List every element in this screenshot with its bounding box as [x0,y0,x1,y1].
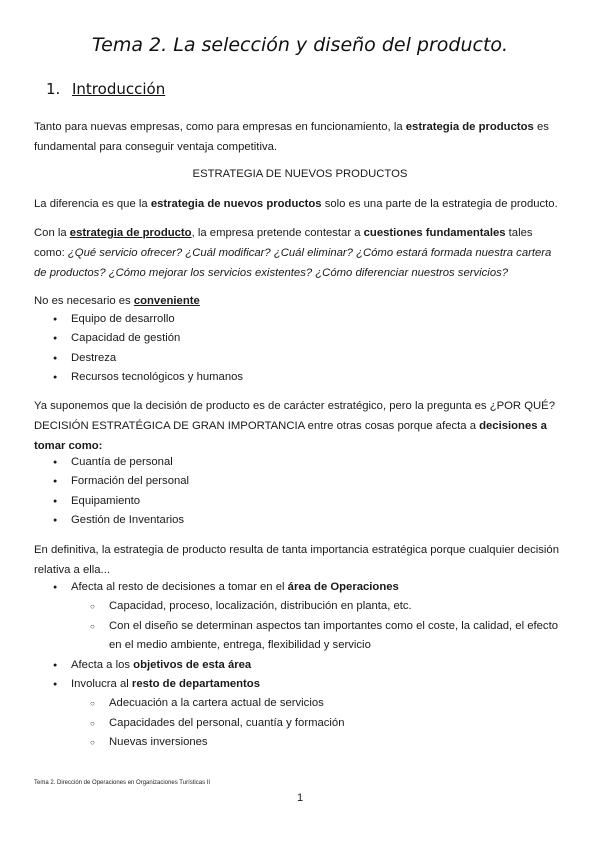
list-item: ● Equipo de desarrollo [34,310,560,329]
section-number: 1. [46,80,61,98]
operations-sublist [71,597,560,655]
requirements-list [34,310,560,388]
list-item: ● Formación del personal [34,472,560,491]
sublist-item: ○ Adecuación a la cartera actual de servicios [71,694,560,713]
list-item: ● Gestión de Inventarios [34,511,560,530]
list-item: ● Capacidad de gestión [34,329,560,348]
subheading: ESTRATEGIA DE NUEVOS PRODUCTOS [192,168,408,180]
list-item: ● Recursos tecnológicos y humanos [34,368,560,387]
departments-sublist [71,694,560,752]
questions-text: ¿Qué servicio ofrecer? ¿Cuál modificar? ¿Cuál eliminar? ¿Cómo estará formada nuestra cartera de productos? ¿Cómo mejorar los servicios existentes? ¿Cómo diferenciar nuestros servicios? [34,247,552,279]
section-heading [46,80,165,98]
list-item: ● Destreza [34,349,560,368]
paragraph-not-necessary: No es necesario es conveniente [34,295,200,307]
list-item: ● Afecta al resto de decisiones a tomar en el área de Operaciones ○ Capacidad, proceso, localización, distribución en planta, etc. ○ Con el diseño se determinan aspectos tan importantes como el coste, la calidad, el efecto en el medio ambiente, entrega, flexibilidad y servicio [34,578,560,656]
list-item: ● Involucra al resto de departamentos ○ Adecuación a la cartera actual de servicios ○ Capacidades del personal, cuantía y formación ○ Nuevas inversiones [34,675,560,753]
paragraph-product-strategy: Con la estrategia de producto, la empresa pretende contestar a cuestiones fundamentales tales como: ¿Qué servicio ofrecer? ¿Cuál modificar? ¿Cuál eliminar? ¿Cómo estará formada nuestra cartera de productos? ¿Cómo mejorar los servicios existentes? ¿Cómo diferenciar nuestros servicios? [34,227,552,279]
list-item: ● Afecta a los objetivos de esta área [34,656,560,675]
paragraph-difference: La diferencia es que la estrategia de nuevos productos solo es una parte de la estrategia de producto. [34,198,558,210]
sublist-item: ○ Capacidades del personal, cuantía y formación [71,714,560,733]
list-item: ● Cuantía de personal [34,453,560,472]
list-item: ● Equipamiento [34,492,560,511]
paragraph-conclusion: En definitiva, la estrategia de producto resulta de tanta importancia estratégica porque cualquier decisión relativa a ella... [34,544,559,576]
effects-list [34,578,560,753]
decisions-list [34,453,560,531]
document-title: Tema 2. La selección y diseño del producto. [91,34,509,56]
sublist-item: ○ Nuevas inversiones [71,733,560,752]
intro-paragraph: Tanto para nuevas empresas, como para empresas en funcionamiento, la estrategia de productos es fundamental para conseguir ventaja competitiva. [34,121,549,153]
paragraph-why: Ya suponemos que la decisión de producto es de carácter estratégico, pero la pregunta es ¿POR QUÉ? DECISIÓN ESTRATÉGICA DE GRAN IMPORTANCIA entre otras cosas porque afecta a decisiones a tomar como: [34,400,555,452]
sublist-item: ○ Con el diseño se determinan aspectos tan importantes como el coste, la calidad, el efecto en el medio ambiente, entrega, flexibilidad y servicio [71,617,560,656]
page-footer: Tema 2. Dirección de Operaciones en Organizaciones Turísticas II [34,780,211,786]
section-heading-text: Introducción [72,80,166,98]
page-number: 1 [296,792,304,804]
sublist-item: ○ Capacidad, proceso, localización, distribución en planta, etc. [71,597,560,616]
